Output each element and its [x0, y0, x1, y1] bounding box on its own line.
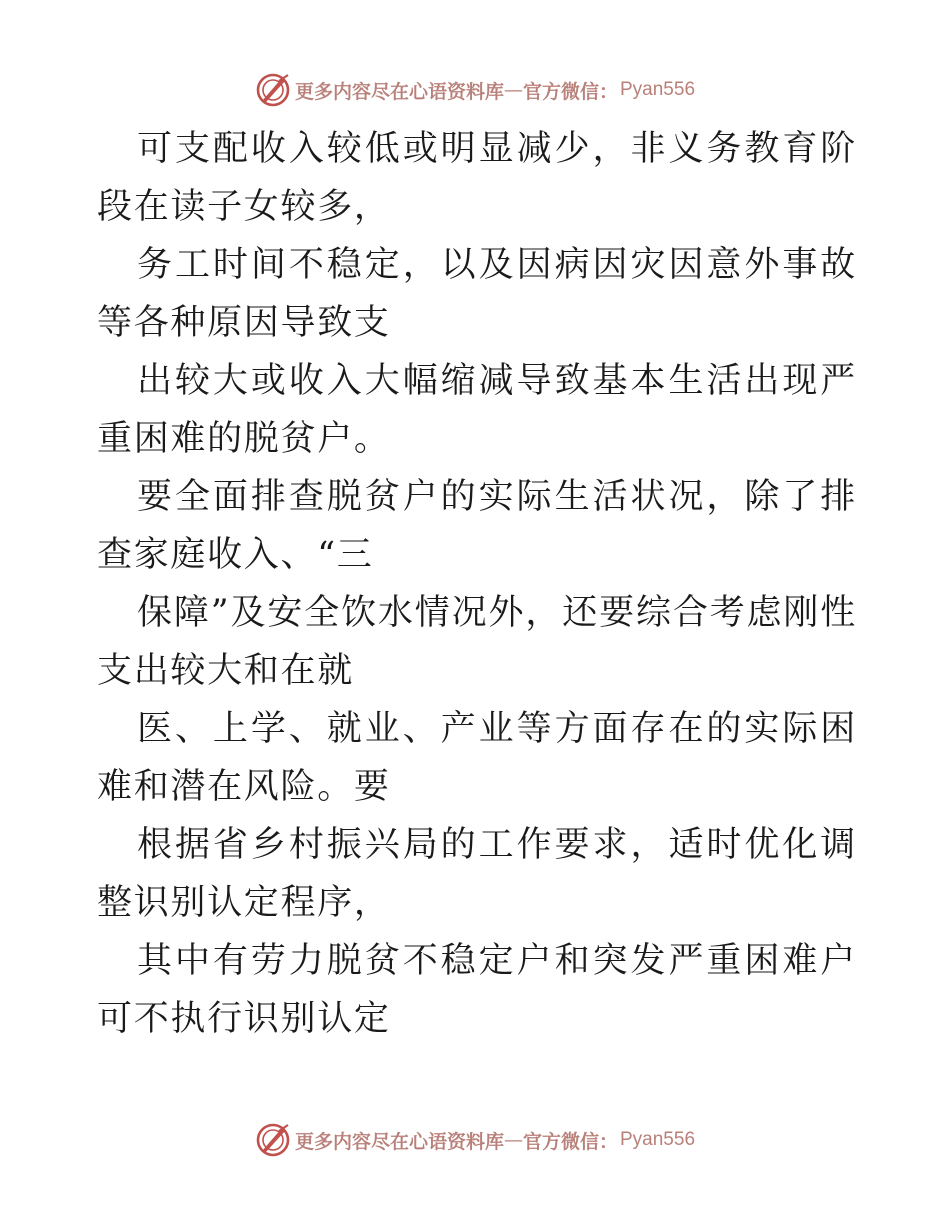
banner-separator: —: [503, 79, 523, 101]
banner-text: 更多内容尽在心语资料库: [294, 80, 504, 103]
paragraph: 医、上学、就业、产业等方面存在的实际困难和潜在风险。要: [97, 709, 857, 807]
document-body: [97, 120, 857, 1048]
quill-logo-icon: [255, 1122, 291, 1158]
paragraph: 务工时间不稳定，以及因病因灾因意外事故等各种原因导致支: [97, 245, 857, 343]
banner-text: 更多内容尽在心语资料库: [294, 1130, 504, 1153]
banner-separator: —: [503, 1129, 523, 1151]
banner-wechat-id: Pyan556: [620, 1129, 696, 1150]
paragraph: 保障”及安全饮水情况外，还要综合考虑刚性支出较大和在就: [97, 593, 857, 691]
paragraph: 根据省乡村振兴局的工作要求，适时优化调整识别认定程序，: [97, 825, 857, 923]
quill-logo-icon: [255, 72, 291, 108]
banner-wechat-id: Pyan556: [620, 79, 696, 100]
banner-wechat-label: 官方微信：: [522, 80, 618, 103]
footer-banner[interactable]: [0, 1120, 950, 1160]
paragraph: 其中有劳力脱贫不稳定户和突发严重困难户可不执行识别认定: [97, 941, 857, 1039]
paragraph: 可支配收入较低或明显减少，非义务教育阶段在读子女较多，: [97, 129, 857, 227]
header-banner[interactable]: [0, 70, 950, 110]
paragraph: 出较大或收入大幅缩减导致基本生活出现严重困难的脱贫户。: [97, 361, 857, 459]
banner-wechat-label: 官方微信：: [522, 1130, 618, 1153]
paragraph: 要全面排查脱贫户的实际生活状况，除了排查家庭收入、“三: [97, 477, 857, 575]
